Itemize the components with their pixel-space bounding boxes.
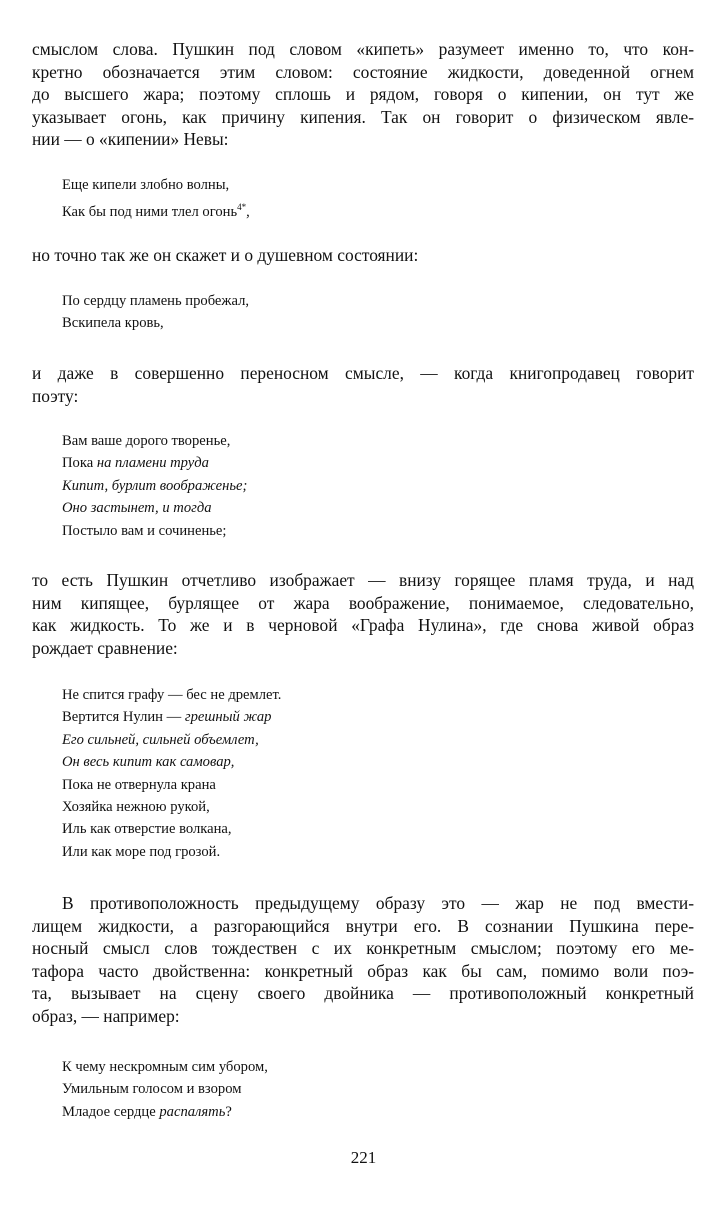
text-line: В противоположность предыдущему образу это — жар не под вмести- [62, 893, 694, 913]
verse-line: К чему нескромным сим убором, [62, 1059, 268, 1075]
text-line: образ, — например: [32, 1005, 180, 1026]
text-line: как жидкость. То же и в черновой «Графа Нулина», где снова живой образ [32, 615, 694, 636]
verse-line: Его сильней, сильней объемлет, [62, 731, 259, 748]
verse-1 [62, 174, 250, 224]
paragraph-3 [32, 362, 694, 407]
text-line: нии — о «кипении» Невы: [32, 129, 229, 150]
text-line: поэту: [32, 385, 79, 406]
text-line: но точно так же он скажет и о душевном состоянии: [32, 245, 419, 265]
verse-line: Он весь кипит как самовар, [62, 754, 235, 771]
verse-line: Умильным голосом и взором [62, 1081, 242, 1098]
verse-4 [62, 684, 281, 863]
verse-line: Вертится Нулин — грешный жар [62, 709, 272, 726]
text-line: носный смысл слов тождествен с их конкретным смыслом; поэтому его ме- [32, 938, 694, 959]
paragraph-1 [32, 38, 694, 151]
text-line: и даже в совершенно переносном смысле, — когда книгопродавец говорит [32, 363, 694, 383]
verse-line: Вам ваше дорого творенье, [62, 433, 231, 449]
verse-line: Как бы под ними тлел огонь$^{4*}$, [62, 202, 250, 221]
text-line: до высшего жара; поэтому сплошь и рядом, говоря о кипении, он тут же [32, 84, 694, 105]
paragraph-4 [32, 569, 694, 659]
text-line: лищем жидкости, а разгорающийся внутри его. В сознании Пушкина пере- [32, 915, 694, 936]
text-line: тафора часто двойственна: конкретный образ как бы сам, помимо воли поэ- [32, 960, 694, 981]
text-line: та, вызывает на сцену своего двойника — противоположный конкретный [32, 983, 694, 1004]
verse-5 [62, 1056, 268, 1123]
verse-3 [62, 430, 247, 542]
verse-line: Младое сердце распалять? [62, 1103, 232, 1120]
page-number: 221 [350, 1148, 377, 1167]
text-line: указывает огонь, как причину кипения. Так он говорит о физическом явле- [32, 106, 694, 127]
text-line: рождает сравнение: [32, 637, 178, 658]
verse-2 [62, 290, 249, 335]
text-line: кретно обозначается этим словом: состояние жидкости, доведенной огнем [32, 61, 694, 82]
footnote-marker: 4* [237, 202, 247, 213]
verse-line: Или как море под грозой. [62, 843, 221, 860]
verse-line: Вскипела кровь, [62, 315, 164, 332]
verse-line: Постыло вам и сочиненье; [62, 522, 227, 539]
verse-line: Хозяйка нежною рукой, [62, 799, 210, 816]
verse-line: Кипит, бурлит воображенье; [62, 477, 248, 494]
verse-line: Пока на пламени труда [62, 455, 209, 472]
paragraph-2 [32, 244, 694, 267]
verse-line: Пока не отвернула крана [62, 776, 216, 793]
verse-line: Не спится графу — бес не дремлет. [62, 687, 282, 703]
text-line: то есть Пушкин отчетливо изображает — внизу горящее пламя труда, и над [32, 570, 694, 590]
verse-line: Еще кипели злобно волны, [62, 177, 230, 193]
verse-line: Иль как отверстие волкана, [62, 821, 232, 838]
paragraph-5 [32, 892, 694, 1028]
text-line: смыслом слова. Пушкин под словом «кипеть» разумеет именно то, что кон- [32, 39, 694, 59]
verse-line: По сердцу пламень пробежал, [62, 293, 250, 309]
verse-line: Оно застынет, и тогда [62, 500, 212, 517]
text-line: ним кипящее, бурлящее от жара воображение, понимаемое, следовательно, [32, 592, 694, 613]
